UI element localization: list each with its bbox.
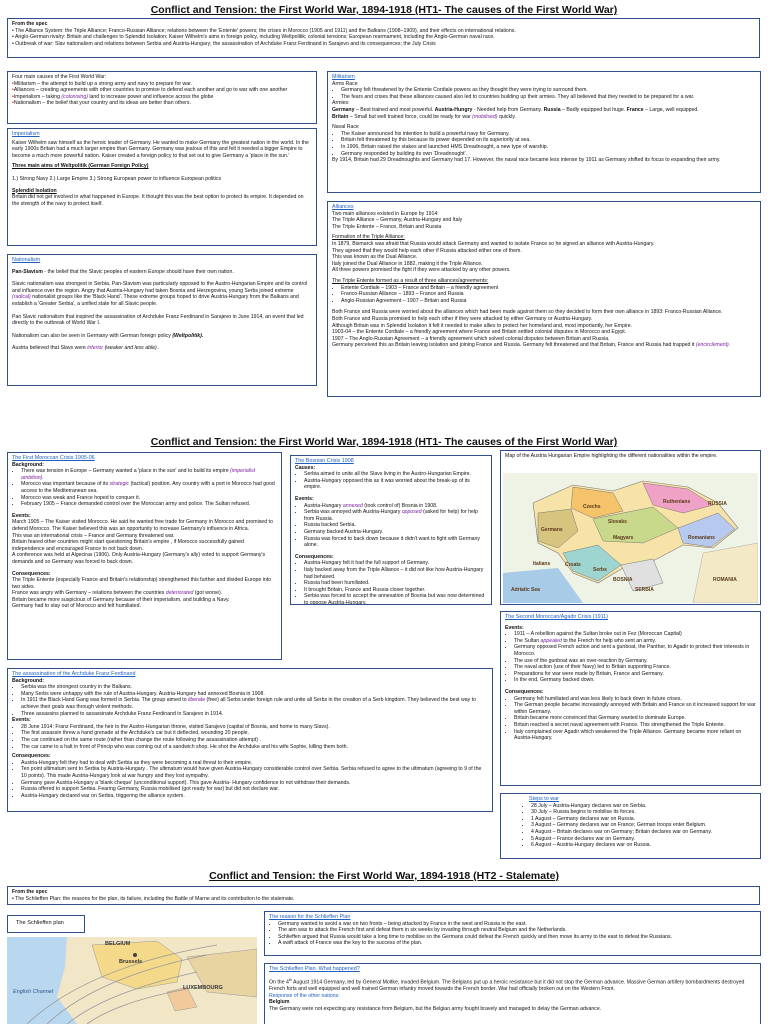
list-item: • Entente Cordiale – 1903 – France and Britain – a friendly agreement: [341, 285, 756, 292]
entente-text: Although Britain was in Splendid Isolation it felt it needed to make allies to protect her homeland and, most importantly, her Empire.: [332, 322, 633, 329]
isolation-text: Britain did not get involved in what happened in Europe. It thought this was the best option to protect its empire. It depended on the strength of the navy to protect itself.: [12, 194, 304, 207]
list-item: • Russia had been humiliated.: [304, 580, 487, 587]
list-item: • Three assassins planned to assassinate Archduke Franz Ferdinand in Sarajevo in 1914.: [21, 711, 488, 718]
assassination-heading: The assassination of the Archduke Franz Ferdinand: [12, 671, 136, 677]
belgium-text: The Germany were not expecting any resistance from Belgium, but the Belgian army fought bravely and managed to delay the German advance.: [269, 1005, 602, 1012]
step-item: • 4 August – Britain declares war on Germany; Britain declares war on Germany.: [531, 829, 756, 836]
list-item: • Morocco was important because of its strategic (tactical) position. Any country with a port in Morocco had good access to the Mediterranean sea.: [21, 481, 277, 494]
map-label: LUXEMBOURG: [183, 985, 223, 991]
consequence-text: Germany had to stay out of Morocco and felt humiliated.: [12, 603, 141, 610]
event-text: Britain feared other countries might start questioning Britain's empire , if Morocco successfully gained independence and encouraged France to not back down.: [12, 539, 244, 552]
weltpolitik-aims: 1.) Strong Navy 2.) Large Empire 3.) Strong European power to influence European politics: [12, 175, 222, 182]
imperialism-heading: Imperialism: [12, 131, 40, 137]
cause-imperialism: •Imperialism – taking (colonising) land to increase power and influence across the globe: [12, 93, 214, 100]
map-caption: Map of the Austria Hungarian Empire highlighting the different nationalities within the empire.: [505, 453, 718, 459]
cause-nationalism: •Nationalism – the belief that your country and its ideas are better than others.: [12, 100, 191, 107]
belgium-heading: Belgium: [269, 999, 290, 1006]
list-item: • Serbia was annoyed with Austria-Hungary opposed (asked for help) for help from Russia.: [304, 509, 487, 522]
naval-race-heading: Naval Race: [332, 124, 359, 131]
list-item: • Serbia was forced to accept the annexation of Bosnia but was now determined to oppose Austria-Hungary.: [304, 593, 487, 605]
response-heading: Response of the other nations:: [269, 992, 340, 999]
causes-heading: Causes:: [295, 464, 316, 471]
consequence-text: The Triple Entente (especially France and Britain's relationship) strengthened this further and divided Europe into two sides.: [12, 577, 272, 590]
list-item: • In 1911 the Black Hand Gang was formed in Serbia. The group aimed to liberate (free) all Serbs under foreign rule and unite all Serbs in the creation of a Serb kingdom. They believed the best way to achieve their goals was through violent methods.: [21, 697, 488, 710]
events-heading: Events:: [295, 495, 314, 502]
alliances-heading: Alliances: [332, 204, 354, 210]
austria-hungary-map-box: [500, 450, 761, 605]
list-item: • It brought Britain, France and Russia closer together.: [304, 587, 487, 594]
first-moroccan-crisis-box: [7, 452, 282, 660]
naval-race-summary: By 1914, Britain had 29 Dreadnoughts and Germany had 17. However, the naval race became less intense by 1911 as Germany shifted its focus to expanding their army.: [332, 157, 721, 164]
events-heading: Events:: [505, 624, 524, 631]
list-item: • Britain reached a secret naval agreement with France. This strengthened the Triple Entente.: [514, 722, 756, 729]
step-item: • 3 August – Germany declares war on France; German troops enter Belgium.: [531, 822, 756, 829]
entente-text: 1903-04 – the Entente Cordiale – a friendly agreement where France and Britain settled colonial disputes in Morocco and Egypt.: [332, 329, 627, 336]
panslavism-text: Pan-Slavism - the belief that the Slavic peoples of eastern Europe should have their own nation.: [12, 268, 234, 275]
map-label: BOSNIA: [613, 577, 633, 583]
list-item: • Germany opposed French action and sent a gunboat, the Panther, to Agadir to protect their interests in Morocco.: [514, 644, 756, 657]
list-item: • Germany backed Austria-Hungary.: [304, 529, 487, 536]
consequences-heading: Consequences:: [295, 553, 334, 560]
list-item: • Russia backed Serbia.: [304, 522, 487, 529]
list-item: • Austria-Hungary felt they had to deal with Serbia as they were becoming a real threat to their empire.: [21, 760, 488, 767]
german-nationalism: Nationalism can also be seen in Germany with German foreign policy (Weltpolitik).: [12, 332, 204, 339]
armies-heading: Armies:: [332, 100, 350, 107]
list-item: • Anglo-Russian Agreement – 1907 – Britain and Russia: [341, 298, 756, 305]
list-item: • 1911 – A rebellion against the Sultan broke out in Fez (Moroccan Capital): [514, 631, 756, 638]
list-item: • Serbia was the strongest country in the Balkans.: [21, 684, 488, 691]
spec-heading: From the spec: [12, 889, 48, 895]
map-label: BELGIUM: [105, 941, 131, 947]
list-item: • Morocco was weak and France hoped to conquer it.: [21, 495, 277, 502]
formation-line: They agreed that they would help each other if Russia attacked either one of them.: [332, 247, 522, 254]
map-label: Ruthenians: [663, 499, 691, 505]
triple-entente: The Triple Entente – France, Britain and Russia: [332, 223, 442, 230]
schlieffen-reason-box: [264, 911, 761, 956]
list-item: • Austria-Hungary opposed this as it was worried about the break-up of its empire.: [304, 478, 487, 491]
list-item: • Germany felt humiliated and was less likely to back down in future crises.: [514, 696, 756, 703]
list-item: • Franco-Russian Alliance – 1893 – France and Russia: [341, 291, 756, 298]
spec-item: • Anglo-German rivalry: Britain and challenges to Splendid Isolation; Kaiser Wilhelm's aims in foreign policy, including Weltpolitik; colonial tensions; European rearmament, including the Anglo-German naval race.: [12, 34, 495, 41]
list-item: • In the end, Germany backed down.: [514, 677, 756, 684]
steps-to-war-box: [500, 793, 761, 859]
list-item: • Germany felt threatened by the Entente Cordiale powers as they thought they were trying to surround them.: [341, 87, 756, 94]
map-label: Slovaks: [608, 519, 627, 525]
list-item: • Many Serbs were unhappy with the rule of Austria-Hungary. Austria-Hungary had annexed Bosnia in 1908.: [21, 691, 488, 698]
event-text: A conference was held at Algeciras (1906). Only Austria-Hungary (Germany's ally) voted to support Germany's demands and so Germany was forced to back down.: [12, 552, 266, 565]
map-label: Germans: [541, 527, 563, 533]
map-label: Adriatic Sea: [511, 587, 540, 593]
list-item: • Russia was forced to back down because it didn't want to fight with Germany alone.: [304, 536, 487, 549]
formation-line: Italy joined the Dual Alliance in 1882, making it the Triple Alliance.: [332, 260, 483, 267]
bosnian-crisis-box: [290, 455, 492, 605]
spec-box-3: [7, 886, 760, 905]
map-label: RUSSIA: [708, 501, 727, 507]
slavic-nationalism-text: Slavic nationalism was strongest in Serbia. Pan-Slavism was particularly opposed to the Austro-Hungarian Empire and its control and influence over the region. Angry that Austria-Hungary had taken Bosnia and Herzegovina, young Serbs joined extreme (radical) nationalist groups like the 'Black Hand'. These extreme groups hoped to drive Austria-Hungary from the Balkans and establish a 'Greater Serbia', a unified state for all Slavic people.: [12, 281, 308, 307]
map-label: Croats: [565, 562, 581, 568]
list-item: • 28 June 1914: Franz Ferdinand, the heir to the Austro-Hungarian throne, visited Sarajevo (capital of Bosnia, and home to many Slavs).: [21, 724, 488, 731]
events-heading: Events:: [12, 717, 31, 724]
background-heading: Background:: [12, 461, 44, 468]
armies-text: Germany – Best trained and most powerful. Austria-Hungry - Needed help from Germany. Russia – Badly equipped but huge. France – Large, well equipped.: [332, 106, 699, 113]
nationalism-box: [7, 254, 317, 386]
consequences-heading: Consequences:: [505, 688, 544, 695]
map-label: Romanians: [688, 535, 715, 541]
map-label: Magyars: [613, 535, 634, 541]
four-causes-box: [7, 71, 317, 124]
formation-line: In 1879, Bismarck was afraid that Russia would attack Germany and wanted to isolate France so he signed an alliance with Austria-Hungary.: [332, 240, 655, 247]
reason-item: • Germany wanted to avoid a war on two fronts – being attacked by France in the west and Russia in the east.: [278, 921, 756, 928]
list-item: • Ten point ultimatum sent to Serbia by Austria-Hungary . The ultimatum would have given Austria-Hungary considerable control over Serbia. Serbia refused to agree to the ultimatum (agreeing to 9 of the 10 points). This made Austria-Hungary look at war hungry and they lost sympathy.: [21, 766, 488, 779]
list-item: • Austria-Hungary declared war on Serbia, triggering the alliance system.: [21, 793, 488, 800]
reason-item: • The aim was to attack the French first and defeat them in six weeks by invading through neutral Belgium and the Netherlands.: [278, 927, 756, 934]
spec-box-1: [7, 18, 760, 58]
page-title-3: Conflict and Tension: the First World War, 1894-1918 (HT2 - Stalemate): [209, 870, 559, 882]
militarism-box: [327, 71, 761, 193]
step-item: • 28 July – Austria-Hungary declares war on Serbia.: [531, 803, 756, 810]
page-title-1: Conflict and Tension: the First World War, 1894-1918 (HT1- The causes of the First World War): [150, 4, 618, 16]
consequences-heading: Consequences:: [12, 753, 51, 760]
spec-item: • The Alliance System: the Triple Alliance; Franco-Russian Alliance; relations between the 'Entente' powers; the crises in Morocco (1905 and 1911) and the Balkans (1908–1909), and their effects on international relations.: [12, 27, 516, 34]
spec-heading: From the spec: [12, 21, 48, 27]
imperialism-box: [7, 128, 317, 246]
background-heading: Background:: [12, 677, 44, 684]
agadir-crisis-box: [500, 611, 761, 786]
moroccan1-heading: The First Moroccan Crisis 1905-06: [12, 455, 95, 461]
alliances-box: [327, 201, 761, 397]
formation-line: This was known as the Dual Alliance.: [332, 254, 418, 261]
happened-text: On the 4th August 1914 Germany, led by General Moltke, invaded Belgium. The Belgians put up a heroic resistance but it did not stop the German advance. Massive German artillery bombardments destroyed French forts and well equipped and well trained German infantry moved towards the French border. War had officially broken out on the Western Front.: [269, 977, 745, 992]
bosnian-heading: The Bosnian Crisis 1908: [295, 458, 354, 464]
map-label: Brussels: [119, 959, 143, 965]
list-item: • The Kaiser announced his intention to build a powerful navy for Germany.: [341, 131, 756, 138]
entente-text: Both France and Russia promised to help each other if they were attacked by either Germany or Austria-Hungary.: [332, 315, 593, 322]
page-title-2: Conflict and Tension: the First World War, 1894-1918 (HT1- The causes of the First World War): [150, 436, 618, 448]
assassination-box: [7, 668, 493, 812]
weltpolitik-heading: Three main aims of Weltpolitik (German Foreign Policy): [12, 163, 149, 170]
reason-item: • Schlieffen argued that Russia would take a long time to mobilise so the Germans could defeat the French quickly and then move its army to the east to defeat the Russians.: [278, 934, 756, 941]
alliances-intro: Two main alliances existed in Europe by 1914:: [332, 210, 439, 217]
spec-item: • The Schlieffen Plan: the reasons for the plan, its failure, including the Battle of Marne and its contribution to the stalemate.: [12, 895, 295, 902]
map-label: Czechs: [583, 504, 601, 510]
consequences-heading: Consequences:: [12, 570, 51, 577]
list-item: • Germany responded by building its own 'Dreadnought'.: [341, 151, 756, 158]
list-item: • Serbia aimed to unite all the Slavs living in the Austro-Hungarian Empire.: [304, 471, 487, 478]
encirclement-text: Germany perceived this as Britain leaving isolation and joining France and Russia. Germany felt threatened and that Britain, France and Russia had trapped it (encirclement).: [332, 342, 731, 349]
agadir-heading: The Second Moroccan/Agadir Crisis (1911): [505, 614, 608, 620]
entente-text: 1907 – The Anglo-Russian Agreement – a friendly agreement which solved colonial disputes between Britain and Russia.: [332, 335, 610, 342]
map-label: ROMANIA: [713, 577, 737, 583]
entente-text: Both France and Russia were worried about the alliances which had been made against them so they decided to form their own alliance in 1893: Franco-Russian Alliance.: [332, 309, 723, 316]
cause-alliances: •Alliances – creating agreements with other countries to promise to defend each another and go to war with one another: [12, 87, 288, 94]
entente-heading: The Triple Entente formed as a result of three alliances/agreements:: [332, 277, 489, 284]
list-item: • Germany gave Austria-Hungary a 'blank cheque' (unconditional support). This gave Austria- Hungary confidence to not withdraw their demands.: [21, 780, 488, 787]
causes-intro: Four main causes of the First World War:: [12, 74, 107, 80]
list-item: • Britain became more convinced that Germany wanted to dominate Europe.: [514, 715, 756, 722]
event-text: March 1905 – The Kaiser visited Morocco. He said he wanted free trade for Germany in Morocco and promised to defend Morocco. The Kaiser believed this was an opportunity to increase Germany's influence in Africa.: [12, 519, 273, 532]
map-label: SERBIA: [635, 587, 654, 593]
list-item: • There was tension in Europe – Germany wanted a 'place in the sun' and to build its empire (imperialist ambition).: [21, 468, 277, 481]
formation-line: All three powers promised the fight if they were attacked by any other powers.: [332, 267, 511, 274]
list-item: • The car came to a halt in front of Princip who was coming out of a sandwich shop. He shot the Archduke and his wife Sophie, killing them both.: [21, 744, 488, 751]
list-item: • Italy complained over Agadir which weakened the Triple Alliance. Germany became more reliant on Austria-Hungary.: [514, 729, 756, 742]
schlieffen-map: [7, 937, 257, 1024]
step-item: • 30 July – Russia begins to mobilise its forces.: [531, 809, 756, 816]
list-item: • The car continued on the same route (rather than change the route following the assassination attempt) .: [21, 737, 488, 744]
consequence-text: Britain became more suspicious of Germany because of their imperialism, and building a Navy.: [12, 596, 230, 603]
list-item: • Britain felt threatened by this because its power depended on its superiority at sea.: [341, 137, 756, 144]
map-label: Italians: [533, 561, 551, 567]
assassination-inspiration: Pan Slavic nationalism that inspired the assassination of Archduke Franz Ferdinand in Sarajevo in June 1914, an event that led directly to the outbreak of World War I.: [12, 313, 304, 327]
events-heading: Events:: [12, 512, 31, 519]
list-item: • Italy backed away from the Triple Alliance – it did not like how Austria-Hungary had behaved.: [304, 567, 487, 580]
map-label: English Channel: [13, 989, 54, 995]
britain-army: Britain – Small but well trained force, could be ready for war (mobilised) quickly.: [332, 113, 516, 120]
step-item: • 1 August – Germany declares war on Russia.: [531, 816, 756, 823]
step-item: • 5 August – France declares war on Germany.: [531, 836, 756, 843]
happened-heading: The Schlieffen Plan. What happened?: [269, 966, 360, 972]
spec-item: • Outbreak of war: Slav nationalism and relations between Serbia and Austria-Hungary; the assassination of Archduke Franz Ferdinand in Sarajevo and its consequences; the July Crisis: [12, 40, 436, 47]
list-item: • The naval action (use of their Navy) led to Britain supporting France.: [514, 664, 756, 671]
step-item: • 6 August – Austria-Hungary declares war on Russia.: [531, 842, 756, 849]
arms-race-heading: Arms Race: [332, 80, 358, 87]
isolation-heading: Splendid Isolation: [12, 187, 57, 194]
list-item: • The Sultan appealed to the French for help who sent an army.: [514, 638, 756, 645]
militarism-heading: Militarism: [332, 74, 355, 80]
reason-heading: The reason for the Schlieffen Plan: [269, 914, 351, 920]
map-label: Serbs: [593, 567, 607, 573]
list-item: • Austria-Hungary annexed (took control of) Bosnia in 1908.: [304, 503, 487, 510]
formation-heading: Formation of the Triple Alliance:: [332, 234, 405, 241]
steps-heading: Steps to war: [529, 796, 559, 802]
list-item: • The German people became increasingly annoyed with Britain and France so it increased support for war within Germany.: [514, 702, 756, 715]
list-item: • The fears and crises that these alliances caused also led to countries building up their armies. They all believed that they needed to be prepared for a war.: [341, 94, 756, 101]
cause-militarism: •Militarism – the attempt to build up a strong army and navy to prepare for war.: [12, 80, 193, 87]
list-item: • Austria-Hungary felt it had the full support of Germany.: [304, 560, 487, 567]
list-item: • February 1905 – France demanded control over the Moroccan army and police. The Sultan refused.: [21, 501, 277, 508]
schlieffen-happened-box: [264, 963, 761, 1024]
list-item: • Russia offered to support Serbia. Fearing Germany, Russia mobilised (got ready for war) but did not declare war.: [21, 786, 488, 793]
reason-item: • A swift attack of France was the key to the success of the plan.: [278, 940, 756, 947]
schlieffen-map-svg: [7, 937, 257, 1024]
list-item: • Preparations for war were made by Britain, France and Germany.: [514, 671, 756, 678]
nationalism-heading: Nationalism: [12, 257, 41, 263]
triple-alliance: The Triple Alliance – Germany, Austria-Hungary and Italy: [332, 217, 463, 224]
consequence-text: France was angry with Germany – relations between the countries deteriorated (got worse).: [12, 590, 223, 597]
event-text: This was an international crisis – France and Germany threatened war.: [12, 532, 175, 539]
slav-inferior: Austria believed that Slavs were inferior (weaker and less able) .: [12, 345, 160, 352]
list-item: • The use of the gunboat was an over-reaction by Germany.: [514, 658, 756, 665]
list-item: • In 1906, Britain raised the stakes and launched HMS Dreadnought, a new type of warship.: [341, 144, 756, 151]
imperialism-text: Kaiser Wilhelm saw himself as the heroic leader of Germany. He wanted to make Germany the greatest nation in the world. In the early 1900s Britain had a much larger empire than Germany. Germany was jealous of this and felt it needed a bigger Empire to become a much more powerful nation. Kaiser created a foreign policy to that set out to give Germany a 'place in the sun.': [12, 139, 309, 159]
list-item: • The first assassin threw a hand grenade at the Archduke's car but it deflected, wounding 20 people.: [21, 730, 488, 737]
schlieffen-plan-label: The Schlieffen plan: [7, 915, 85, 933]
